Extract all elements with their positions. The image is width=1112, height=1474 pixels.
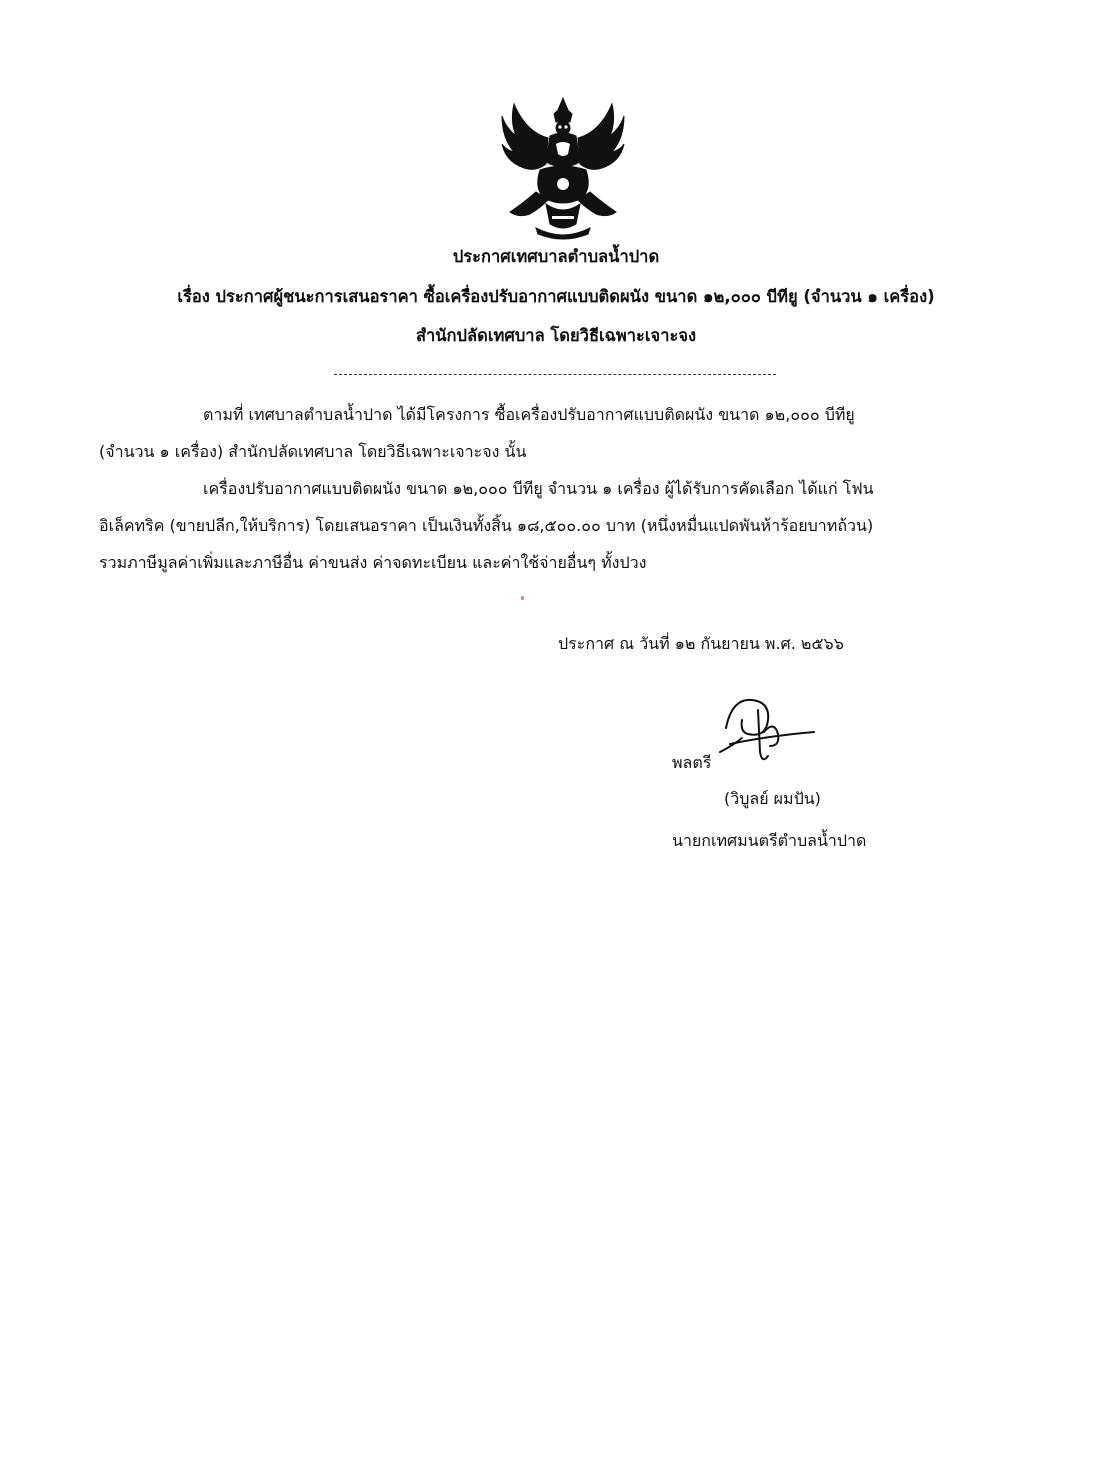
body-paragraph-1-line-1: ตามที่ เทศบาลตำบลน้ำปาด ได้มีโครงการ ซื้อเครื่องปรับอากาศแบบติดผนัง ขนาด ๑๒,๐๐๐ บีทียู <box>203 405 855 424</box>
signer-name: (วิบูลย์ ผมปัน) <box>724 789 821 808</box>
announcement-title: ประกาศเทศบาลตำบลน้ำปาด <box>452 247 660 266</box>
announcement-subject: เรื่อง ประกาศผู้ชนะการเสนอราคา ซื้อเครื่องปรับอากาศแบบติดผนัง ขนาด ๑๒,๐๐๐ บีทียู (จำนวน ๑ เครื่อง) <box>177 287 935 306</box>
signer-position: นายกเทศมนตรีตำบลน้ำปาด <box>672 831 867 850</box>
signer-rank: พลตรี <box>672 753 712 772</box>
scan-speck <box>521 596 524 600</box>
garuda-emblem-icon <box>496 92 630 242</box>
body-paragraph-2-line-1: เครื่องปรับอากาศแบบติดผนัง ขนาด ๑๒,๐๐๐ บีทียู จำนวน ๑ เครื่อง ผู้ได้รับการคัดเลือก ได้แก่ โฟน <box>203 479 874 498</box>
announcement-subject-line2: สำนักปลัดเทศบาล โดยวิธีเฉพาะเจาะจง <box>415 326 697 345</box>
body-paragraph-2-line-3: รวมภาษีมูลค่าเพิ่มและภาษีอื่น ค่าขนส่ง ค่าจดทะเบียน และค่าใช้จ่ายอื่นๆ ทั้งปวง <box>99 553 647 572</box>
body-paragraph-1-line-2: (จำนวน ๑ เครื่อง) สำนักปลัดเทศบาล โดยวิธีเฉพาะเจาะจง นั้น <box>99 442 527 461</box>
handwritten-signature <box>718 690 828 770</box>
body-paragraph-2-line-2: อิเล็คทริค (ขายปลีก,ให้บริการ) โดยเสนอราคา เป็นเงินทั้งสิ้น ๑๘,๕๐๐.๐๐ บาท (หนึ่งหมื่นแปดพันห้าร้อยบาทถ้วน) <box>99 516 874 535</box>
separator-line <box>334 374 776 375</box>
announcement-date: ประกาศ ณ วันที่ ๑๒ กันยายน พ.ศ. ๒๕๖๖ <box>558 634 844 653</box>
